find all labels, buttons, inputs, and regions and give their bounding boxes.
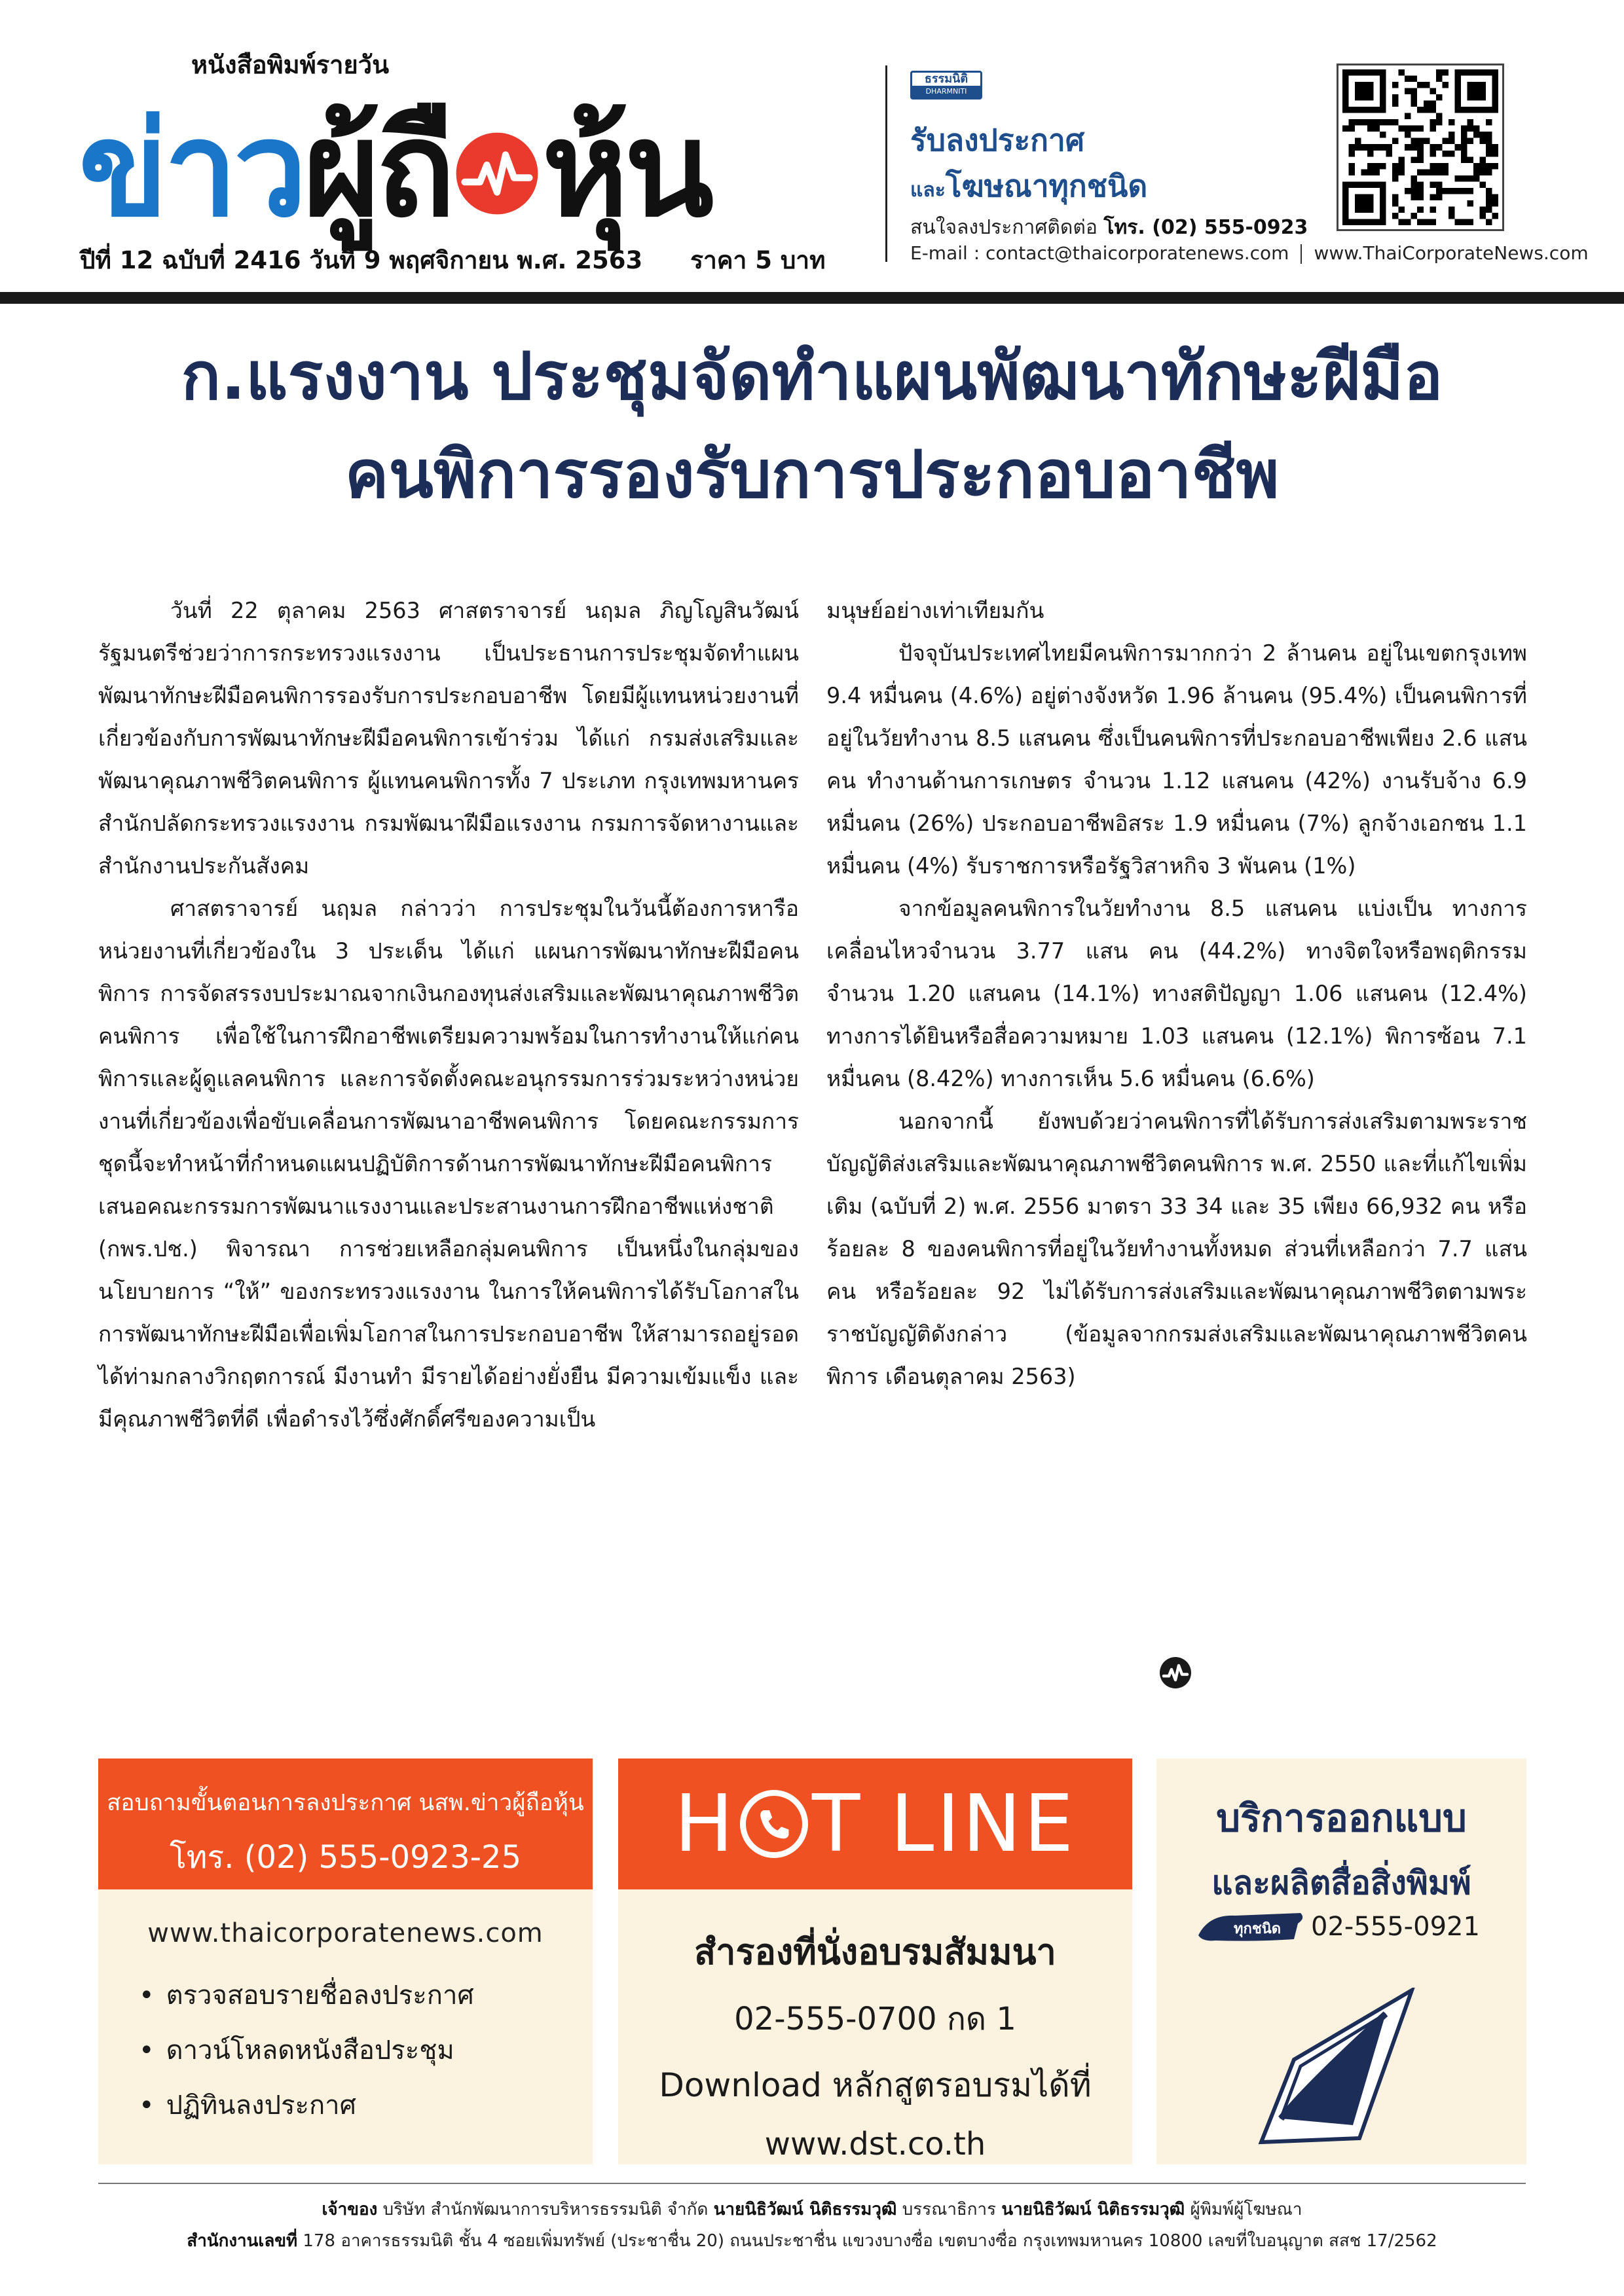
brush-label: ทุกชนิด bbox=[1234, 1921, 1282, 1937]
article-paragraph: ศาสตราจารย์ นฤมล กล่าวว่า การประชุมในวันนี้ต้องการหารือหน่วยงานที่เกี่ยวข้องใน 3 ประเด็น ได้แก่ แผนการพัฒนาทักษะฝีมือคนพิการ การจัดสรรงบประมาณจากเงินกองทุนส่งเสริมและพัฒนาคุณภาพชีวิตคนพิการ เพื่อใช้ในการฝึกอาชีพเตรียมความพร้อมในการทำงานให้แก่คนพิการและผู้ดูแลคนพิการ และการจัดตั้งคณะอนุกรรมการร่วมระหว่างหน่วยงานที่เกี่ยวข้องเพื่อขับเคลื่อนการพัฒนาอาชีพคนพิการ โดยคณะกรรมการชุดนี้จะทำหน้าที่กำหนดแผนปฏิบัติการด้านการพัฒนาทักษะฝีมือคนพิการ เสนอคณะกรรมการพัฒนาแรงงานและประสานงานการฝึกอาชีพแห่งชาติ (กพร.ปช.) พิจารณา การช่วยเหลือกลุ่มคนพิการ เป็นหนึ่งในกลุ่มของนโยบายการ “ให้” ของกระทรวงแรงงาน ในการให้คนพิการได้รับโอกาสในการพัฒนาทักษะฝีมือเพื่อเพิ่มโอกาสในการประกอบอาชีพ ให้สามารถอยู่รอดได้ท่ามกลางวิกฤตการณ์ มีงานทำ มีรายได้อย่างยั่งยืน มีความเข้มแข็ง และมีคุณภาพชีวิตที่ดี เพื่อดำรงไว้ซึ่งศักดิ์ศรีของความเป็น bbox=[98, 896, 799, 1432]
footer-editor-role: บรรณาธิการ bbox=[896, 2200, 1002, 2219]
article-end-icon bbox=[1159, 1656, 1192, 1689]
contact-website[interactable]: www.ThaiCorporateNews.com bbox=[1314, 242, 1589, 264]
footer-owner-line bbox=[0, 2196, 1624, 2223]
footer-office-text: 178 อาคารธรรมนิติ ชั้น 4 ซอยเพิ่มทรัพย์ (ประชาชื่น 20) ถนนประชาชื่น แขวงบางซื่อ เขตบางซื่อ กรุงเทพมหานคร 10800 เลขที่ใบอนุญาต สสช 17/2562 bbox=[297, 2231, 1437, 2251]
paper-fold-logo-icon bbox=[1255, 1988, 1418, 2145]
header-ad-contact bbox=[910, 212, 1308, 243]
print-service-ad bbox=[1156, 1758, 1526, 2164]
masthead-tagline: หนังสือพิมพ์รายวัน bbox=[191, 50, 390, 79]
footer-office-label: สำนักงานเลขที่ bbox=[187, 2231, 298, 2251]
footer-publisher-role: ผู้พิมพ์ผู้โฆษณา bbox=[1185, 2200, 1302, 2219]
footer-owner-text: บริษัท สำนักพัฒนาการบริหารธรรมนิติ จำกัด bbox=[377, 2200, 714, 2219]
footer-publisher-name: นายนิธิวัฒน์ นิติธรรมวุฒิ bbox=[1001, 2200, 1185, 2219]
logo-word-hun: หุ้น bbox=[542, 94, 710, 246]
footer-rule bbox=[98, 2183, 1526, 2184]
article-paragraph: จากข้อมูลคนพิการในวัยทำงาน 8.5 แสนคน แบ่งเป็น ทางการเคลื่อนไหวจำนวน 3.77 แสน คน (44.2%) ทางจิตใจหรือพฤติกรรม จำนวน 1.20 แสนคน (14.1%) ทางสติปัญญา 1.06 แสนคน (12.4%) ทางการได้ยินหรือสื่อความหมาย 1.03 แสนคน (12.1%) พิการซ้อน 7.1 หมื่นคน (8.42%) ทางการเห็น 5.6 หมื่นคน (6.6%) bbox=[826, 896, 1527, 1091]
hotline-title bbox=[674, 1779, 1077, 1870]
announcement-ad bbox=[98, 1758, 593, 2164]
contact-separator bbox=[1301, 244, 1302, 264]
dharmniti-logo-thai: ธรรมนิติ bbox=[924, 72, 969, 86]
announcement-ad-title: สอบถามขั้นตอนการลงประกาศ นสพ.ข่าวผู้ถือหุ้น bbox=[107, 1790, 584, 1816]
logo-word-khao: ข่าว bbox=[79, 94, 304, 246]
announcement-ad-phone[interactable]: โทร. (02) 555-0923-25 bbox=[170, 1839, 521, 1876]
article-paragraph: ปัจจุบันประเทศไทยมีคนพิการมากกว่า 2 ล้านคน อยู่ในเขตกรุงเทพ 9.4 หมื่นคน (4.6%) อยู่ต่างจังหวัด 1.96 ล้านคน (95.4%) เป็นคนพิการที่อยู่ในวัยทำงาน 8.5 แสนคน ซึ่งเป็นคนพิการที่ประกอบอาชีพเพียง 2.6 แสนคน ทำงานด้านการเกษตร จำนวน 1.12 แสนคน (42%) งานรับจ้าง 6.9 หมื่นคน (26%) ประกอบอาชีพอิสระ 1.9 หมื่นคน (7%) ลูกจ้างเอกชน 1.1 หมื่นคน (4%) รับราชการหรือรัฐวิสาหกิจ 3 พันคน (1%) bbox=[826, 640, 1527, 879]
footer-office-line bbox=[0, 2227, 1624, 2254]
hotline-ad-header bbox=[618, 1758, 1132, 1889]
footer-editor-name: นายนิธิวัฒน์ นิติธรรมวุฒิ bbox=[713, 2200, 897, 2219]
stock-chart-icon bbox=[454, 131, 540, 216]
print-ad-phone[interactable]: 02-555-0921 bbox=[1311, 1912, 1480, 1942]
hotline-ad-phone[interactable]: 02-555-0700 กด 1 bbox=[734, 2001, 1016, 2037]
hotline-title-right: T LINE bbox=[811, 1778, 1077, 1870]
qr-code-icon[interactable] bbox=[1338, 65, 1502, 229]
announcement-ad-list bbox=[98, 1968, 593, 2133]
issue-price: ราคา 5 บาท bbox=[690, 246, 826, 274]
newspaper-logo bbox=[79, 72, 710, 246]
announcement-ad-url[interactable]: www.thaicorporatenews.com bbox=[147, 1918, 544, 1948]
announcement-ad-header bbox=[98, 1758, 593, 1889]
print-ad-title-2: และผลิตสื่อสิ่งพิมพ์ bbox=[1211, 1864, 1471, 1902]
dharmniti-logo-en: DHARMNITI bbox=[912, 86, 980, 98]
article-headline bbox=[0, 327, 1624, 524]
header-ad-line2 bbox=[910, 162, 1147, 210]
phone-icon bbox=[740, 1790, 808, 1858]
header-ad-line2-prefix: และ bbox=[910, 179, 946, 202]
article-column-left bbox=[98, 589, 799, 1440]
headline-line-2: คนพิการรองรับการประกอบอาชีพ bbox=[344, 436, 1280, 513]
issue-info bbox=[80, 241, 825, 280]
article-paragraph: นอกจากนี้ ยังพบด้วยว่าคนพิการที่ได้รับการส่งเสริมตามพระราชบัญญัติส่งเสริมและพัฒนาคุณภาพชีวิตคนพิการ พ.ศ. 2550 และที่แก้ไขเพิ่มเติม (ฉบับที่ 2) พ.ศ. 2556 มาตรา 33 34 และ 35 เพียง 66,932 คน หรือร้อยละ 8 ของคนพิการที่อยู่ในวัยทำงานทั้งหมด ส่วนที่เหลือกว่า 7.7 แสนคน หรือร้อยละ 92 ไม่ได้รับการส่งเสริมและพัฒนาคุณภาพชีวิตตามพระราชบัญญัติดังกล่าว (ข้อมูลจากกรมส่งเสริมและพัฒนาคุณภาพชีวิตคนพิการ เดือนตุลาคม 2563) bbox=[826, 1108, 1527, 1389]
issue-number-date: ปีที่ 12 ฉบับที่ 2416 วันที่ 9 พฤศจิกายน พ.ศ. 2563 bbox=[80, 246, 643, 274]
header-ad-line2-text: โฆษณาทุกชนิด bbox=[945, 168, 1148, 204]
article-column-right bbox=[826, 589, 1527, 1398]
footer-owner-label: เจ้าของ bbox=[322, 2200, 378, 2219]
list-item: • ดาวน์โหลดหนังสือประชุม bbox=[139, 2023, 593, 2078]
article-paragraph: วันที่ 22 ตุลาคม 2563 ศาสตราจารย์ นฤมล ภิญโญสินวัฒน์ รัฐมนตรีช่วยว่าการกระทรวงแรงงาน เป็นประธานการประชุมจัดทำแผนพัฒนาทักษะฝีมือคนพิการรองรับการประกอบอาชีพ โดยมีผู้แทนหน่วยงานที่เกี่ยวข้องกับการพัฒนาทักษะฝีมือคนพิการเข้าร่วม ได้แก่ กรมส่งเสริมและพัฒนาคุณภาพชีวิตคนพิการ ผู้แทนคนพิการทั้ง 7 ประเภท กรุงเทพมหานคร สำนักปลัดกระทรวงแรงงาน กรมพัฒนาฝีมือแรงงาน กรมการจัดหางานและสำนักงานประกันสังคม bbox=[98, 598, 799, 879]
dharmniti-logo bbox=[910, 71, 982, 100]
header-ad-phone[interactable]: โทร. (02) 555-0923 bbox=[1103, 216, 1308, 239]
hotline-ad-line3: Download หลักสูตรอบรมได้ที่ bbox=[659, 2066, 1092, 2104]
hotline-title-left: H bbox=[674, 1778, 736, 1870]
header-ad-contact-prefix: สนใจลงประกาศติดต่อ bbox=[910, 216, 1104, 239]
hotline-ad-line1: สำรองที่นั่งอบรมสัมมนา bbox=[694, 1931, 1056, 1973]
headline-line-1: ก.แรงงาน ประชุมจัดทำแผนพัฒนาทักษะฝีมือ bbox=[181, 338, 1443, 414]
print-ad-title-1: บริการออกแบบ bbox=[1216, 1796, 1467, 1840]
article-paragraph: มนุษย์อย่างเท่าเทียมกัน bbox=[826, 598, 1044, 623]
contact-line bbox=[910, 242, 1589, 264]
logo-word-phutue: ผู้ถื bbox=[303, 94, 452, 246]
header-divider bbox=[885, 65, 887, 262]
list-item: • ตรวจสอบรายชื่อลงประกาศ bbox=[139, 1968, 593, 2023]
header-ad-line1: รับลงประกาศ bbox=[910, 122, 1085, 158]
contact-email[interactable]: E-mail : contact@thaicorporatenews.com bbox=[910, 242, 1289, 264]
list-item: • ปฏิทินลงประกาศ bbox=[139, 2078, 593, 2133]
masthead bbox=[79, 26, 864, 274]
header-rule bbox=[0, 292, 1624, 304]
hotline-ad-url[interactable]: www.dst.co.th bbox=[764, 2126, 986, 2162]
header-ad bbox=[910, 71, 1329, 267]
brush-stroke-icon bbox=[1196, 1909, 1307, 1944]
print-ad-contact bbox=[1196, 1909, 1480, 1944]
hotline-ad bbox=[618, 1758, 1132, 2164]
